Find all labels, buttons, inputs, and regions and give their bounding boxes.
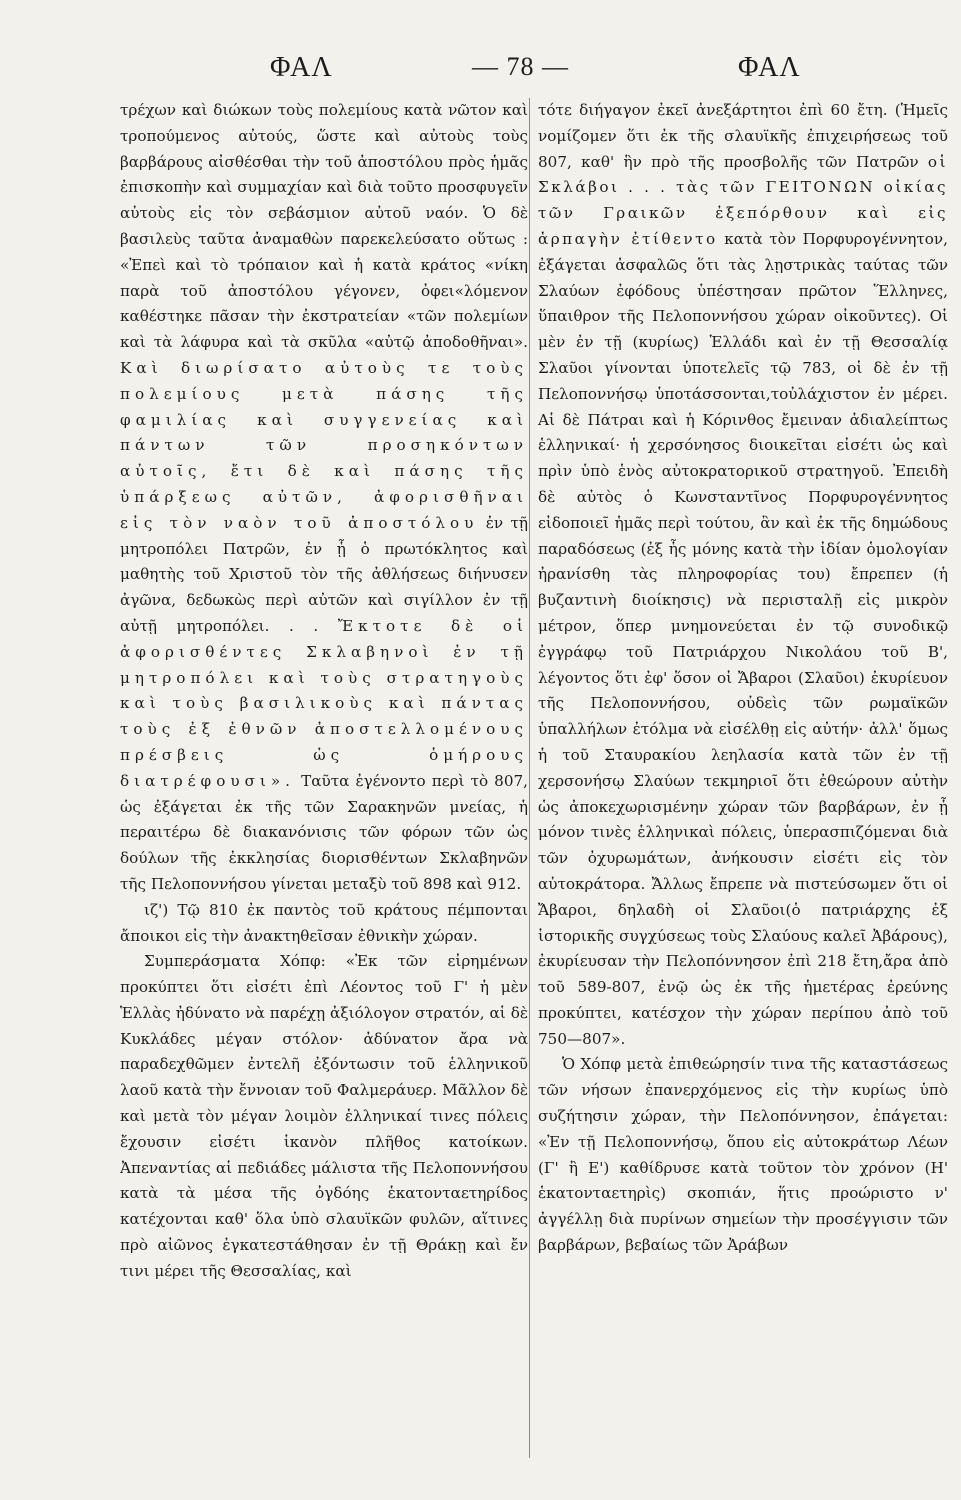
right-column [538, 98, 948, 1259]
page-header [0, 52, 961, 92]
right-paragraph-2: Ὁ Χόπφ μετὰ ἐπιθεώρησίν τινα τῆς καταστάσεως τῶν νήσων ἐπανερχόμενος εἰς τὴν κυρίως ὑπὸ συζήτησιν χώραν, τὴν Πελοπόννησον, ἐπάγεται: «Ἐν τῇ Πελοποννήσῳ, ὅπου εἰς αὐτοκράτωρ Λέων (Γ' ἢ Ε') καθίδρυσε κατὰ τοῦτον τὸν χρόνον (Η' ἑκατονταετηρὶς) σκοπιάν, ἥτις προώριστο ν' ἀγγέλλῃ διὰ πυρίνων σημείων τὴν προσέγγισιν τῶν βαρβάρων, βεβαίως τῶν Ἀράβων [538, 1055, 948, 1255]
left-p1-continuation: ἐν τῇ μητροπόλει Πατρῶν, ἐν ᾗ ὁ πρωτόκλητος καὶ μαθητὴς τοῦ Χριστοῦ τὸν τῆς ἀθλήσεως διήνυσεν ἀγῶνα, δεδωκὼς περὶ αὐτῶν καὶ σιγίλλον ἐν τῇ αὐτῇ μητροπόλει. . . [120, 513, 528, 635]
column-divider [529, 98, 530, 1458]
right-p1-spaced-text: οἱ Σκλάβοι . . . τὰς τῶν ΓΕΙΤΟΝΩΝ οἰκίας τῶν Γραικῶν ἐξεπόρθουν καὶ εἰς ἁρπαγὴν ἐτίθεντο [538, 152, 948, 248]
left-paragraph-1 [120, 98, 528, 898]
left-p1-ending: Ταῦτα ἐγένοντο περὶ τὸ 807, ὡς ἐξάγεται ἐκ τῆς τῶν Σαρακηνῶν μνείας, ἡ περαιτέρω δὲ διακανόνισις τῶν φόρων τῶν ὡς δούλων τῆς ἐκκλησίας διορισθέντων Σκλαβηνῶν τῆς Πελοποννήσου γίνεται μεταξὺ τοῦ 898 καὶ 912. [120, 771, 529, 893]
right-p1-text-a: τότε διήγαγον ἐκεῖ ἀνεξάρτητοι ἐπὶ 60 ἔτη. (Ἡμεῖς νομίζομεν ὅτι ἐκ τῆς σλαυϊκῆς ἐπιχειρήσεως τοῦ 807, καθ' ἣν πρὸ τῆς προσβολῆς τῶν Πατρῶν [538, 101, 948, 171]
page-number: — 78 — [472, 52, 569, 81]
header-left-term: ΦΑΛ [270, 52, 333, 83]
left-paragraph-2: ιζ') Τῷ 810 ἐκ παντὸς τοῦ κράτους πέμπονται ἄποικοι εἰς τὴν ἀνακτηθεῖσαν ἐθνικὴν χώραν. [120, 900, 528, 945]
header-right-term: ΦΑΛ [738, 52, 801, 83]
left-p1-spaced-text-2: Ἔκτοτε δὲ οἱ ἀφορισθέντες Σκλαβηνοὶ ἐν τῇ μητροπόλει καὶ τοὺς στρατηγοὺς καὶ τοὺς βασιλικοὺς καὶ πάντας τοὺς ἐξ ἐθνῶν ἀποστελλομένους πρέσβεις ὡς ὁμήρους διατρέφουσι». [120, 616, 529, 790]
left-p1-text: τρέχων καὶ διώκων τοὺς πολεμίους κατὰ νῶτον καὶ τροπούμενος αὐτούς, ὥστε καὶ αὐτοὺς τοὺς βαρβάρους αἰσθέσθαι τὴν τοῦ ἀποστόλου πρὸς ἡμᾶς ἐπισκοπὴν καὶ συμμαχίαν καὶ διὰ τοῦτο προσφυγεῖν αὐτοὺς εἰς τὸν σεβάσμιον αὐτοῦ ναόν. Ὁ δὲ βασιλεὺς ταῦτα ἀναμαθὼν παρεκελεύσατο οὕτως : «Ἐπεὶ καὶ τὸ τρόπαιον καὶ ἡ κατὰ κράτος «νίκη παρὰ τοῦ ἀποστόλου γέγονεν, ὀφει«λόμενον καθέστηκε πᾶσαν τὴν ἐκστρατείαν «τῶν πολεμίων καὶ τὰ λάφυρα καὶ τὰ σκῦλα «αὐτῷ ἀποδοθῆναι». [120, 101, 528, 352]
left-p1-spaced-text: Καὶ διωρίσατο αὐτοὺς τε τοὺς πολεμίους μετὰ πάσης τῆς φαμιλίας καὶ συγγενείας καὶ πάντων τῶν προσηκόντων αὐτοῖς, ἔτι δὲ καὶ πάσης τῆς ὑπάρξεως αὐτῶν, ἀφορισθῆναι εἰς τὸν ναὸν τοῦ ἀποστόλου [120, 358, 528, 532]
left-column [120, 98, 528, 1285]
left-paragraph-3: Συμπεράσματα Χόπφ: «Ἐκ τῶν εἰρημένων προκύπτει ὅτι εἰσέτι ἐπὶ Λέοντος τοῦ Γ' ἡ μὲν Ἑλλὰς ἠδύνατο νὰ παρέχῃ ἀξιόλογον στρατόν, αἱ δὲ Κυκλάδες μέγαν στόλον· ἀδύνατον ἄρα νὰ παραδεχθῶμεν ἐντελῆ ἐξόντωσιν τοῦ ἑλληνικοῦ λαοῦ κατὰ τὴν ἔννοιαν τοῦ Φαλμεράυερ. Μᾶλλον δὲ καὶ μετὰ τὸν μέγαν λοιμὸν ἑλληνικαί τινες πόλεις ἔχουσιν εἰσέτι ἱκανὸν πλῆθος κατοίκων. Ἀπεναντίας αἱ πεδιάδες μάλιστα τῆς Πελοποννήσου κατὰ τὰ μέσα τῆς ὀγδόης ἑκατονταετηρίδος κατέχονται καθ' ὅλα ὑπὸ σλαυϊκῶν φυλῶν, αἵτινες πρὸ αἰῶνος ἐγκατεστάθησαν ἐν τῇ Θράκῃ καὶ ἔν τινι μέρει τῆς Θεσσαλίας, καὶ [120, 952, 528, 1280]
right-paragraph-1 [538, 98, 948, 1052]
right-p1-text-b: κατὰ τὸν Πορφυρογέννητον, ἐξάγεται ἀσφαλῶς ὅτι τὰς λῃστρικὰς ταύτας τῶν Σλαύων ἐφόδους ὑπέστησαν πρῶτον Ἕλληνες, ὕπαιθρον τῆς Πελοποννήσου χώραν οἰκοῦντες). Οἱ μὲν ἐν τῇ (κυρίως) Ἑλλάδι καὶ ἐν τῇ Θεσσαλίᾳ Σλαῦοι γίνονται ὑποτελεῖς τῷ 783, οἱ δὲ ἐν τῇ Πελοποννήσῳ ὑποτάσσονται,τοὐλάχιστον ἐν μέρει. Αἱ δὲ Πάτραι καὶ ἡ Κόρινθος ἔμειναν ἀδιαλείπτως ἑλληνικαί· ἡ χερσόνησος διοικεῖται εἰσέτι ὡς καὶ πρὶν ὑπὸ ἑνὸς αὐτοκρατορικοῦ στρατηγοῦ. Ἐπειδὴ δὲ αὐτὸς ὁ Κωνσταντῖνος Πορφυρογέννητος εἰδοποιεῖ ἡμᾶς περὶ τούτου, ἂν καὶ ἐκ τῆς δημώδους παραδόσεως (ἐξ ἧς μόνης κατὰ τὴν ἰδίαν ὁμολογίαν ἠρανίσθη τὰς πληροφορίας του) ἔπρεπεν (ἡ βυζαντινὴ διοίκησις) νὰ περισταλῇ εἰς μικρὸν μέτρον, ὅπερ μνημονεύεται ἐν τῷ συνοδικῷ ἐγγράφῳ τοῦ Πατριάρχου Νικολάου τοῦ Β', λέγοντος ὅτι ἐφ' ὅσον οἱ Ἄβαροι (Σλαῦοι) ἐκυρίευον τῆς Πελοποννήσου, οὐδεὶς τῶν ρωμαϊκῶν ὑπαλλήλων ἐτόλμα νὰ εἰσέλθῃ εἰς αὐτήν· ἀλλ' ὅμως ἡ τοῦ Σταυρακίου λεηλασία κατὰ τῶν ἐν τῇ χερσονήσῳ Σλαύων τεκμηριοῖ ὅτι ἐθεώρουν αὐτὴν ὡς ἀποκεχωρισμένην χώραν τῶν βαρβάρων, ἐν ᾗ μόνον τινὲς ἑλληνικαὶ πόλεις, ὑπερασπιζόμεναι διὰ τῶν ὀχυρωμάτων, ἀνήκουσιν εἰσέτι εἰς τὸν αὐτοκράτορα. Ἄλλως ἔπρεπε νὰ πιστεύσωμεν ὅτι οἱ Ἄβαροι, δηλαδὴ οἱ Σλαῦοι(ὁ πατριάρχης ἐξ ἱστορικῆς συγχύσεως τοὺς Σλαύους καλεῖ Ἀβάρους), ἐκυρίευσαν τὴν Πελοπόννησον ἐπὶ 218 ἔτη,ἄρα ἀπὸ τοῦ 589-807, ἐνῷ ὡς ἐκ τῆς ἡμετέρας ἐρεύνης προκύπτει, κατέσχον τὴν χώραν περίπου ἀπὸ τοῦ 750—807». [538, 229, 948, 1048]
